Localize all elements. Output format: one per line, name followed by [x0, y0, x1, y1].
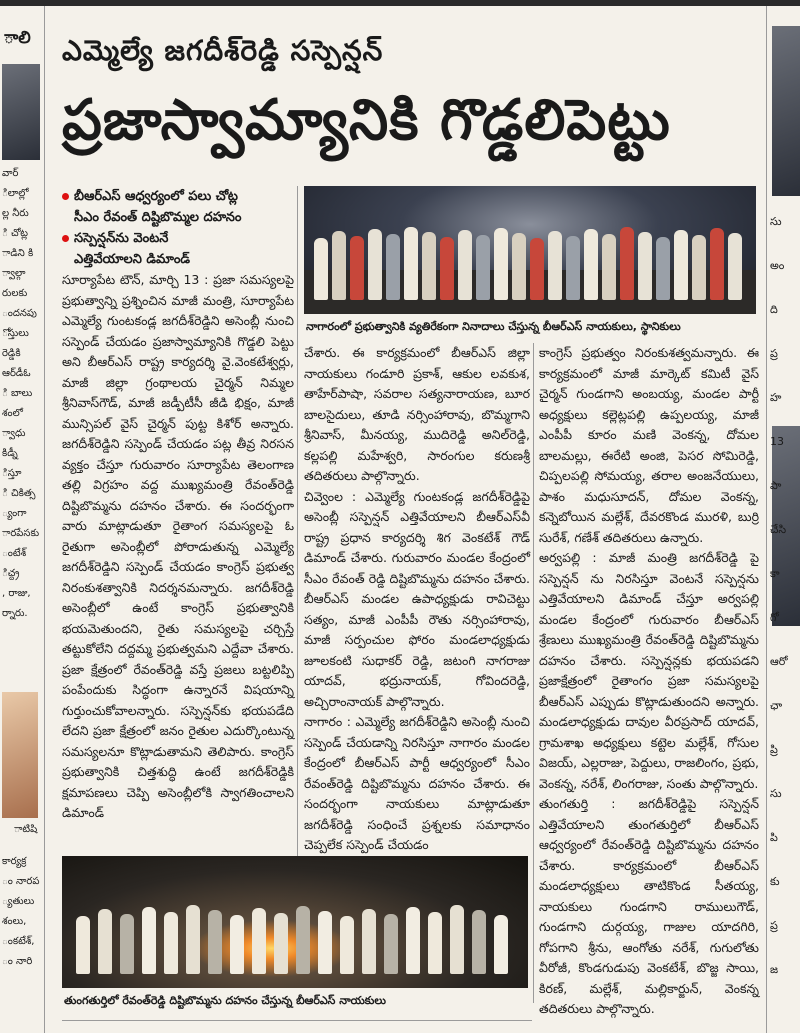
article-kicker: ఎమ్మెల్యే జగదీశ్‌రెడ్డి సస్పెన్షన్ [62, 34, 384, 67]
crowd-person [386, 234, 400, 300]
right-fragment-line: ఛా [770, 699, 783, 712]
crowd-person [384, 914, 398, 974]
column-rule-1 [297, 186, 298, 856]
left-fragment-bottom-line: ం నారి [2, 956, 33, 967]
crowd-person [274, 913, 288, 974]
left-fragment-bottom-line: ం నారప [2, 876, 40, 887]
left-fragment-bottom-line: ్యతులు [2, 896, 35, 907]
crowd-person [512, 233, 526, 300]
right-fragment-line: పి [770, 831, 778, 844]
crowd-person [710, 228, 724, 300]
crowd-person [404, 227, 418, 300]
crowd-person [728, 233, 742, 300]
left-fragment-line: , రాజు, [2, 588, 31, 599]
right-fragment-line: ఆరో [770, 655, 788, 668]
left-fragment-line: ోస్తులు [2, 328, 29, 339]
left-fragment-line: కిడ్నీ [2, 448, 18, 459]
crowd-person [368, 229, 382, 300]
crowd-person [120, 914, 134, 974]
crowd-person [638, 232, 652, 300]
article-column-1: సూర్యాపేట టౌన్‌, మార్చి 13 : ప్రజా సమస్యలపై ప్రభుత్వాన్ని ప్రశ్నించిన మాజీ మంత్రి, సూర్యాపేట ఎమ్మెల్యే గుంటకండ్ల జగదీశ్‌రెడ్డిని అసెంబ్లీ నుంచి సస్పెండ్‌ చేయడం ప్రజాస్వామ్యానికి గొడ్డలి పెట్టు అని బీఆర్‌ఎస్‌ రాష్ట్ర కార్యదర్శి వై.వెంకటేశ్వర్లు, మాజీ జిల్లా గ్రంథాలయ చైర్మన్‌ నిమ్మల శ్రీనివాస్‌గౌడ్‌, మాజీ జడ్పీటీసీ జీడి భిక్షం, మాజీ మున్సిపల్‌ వైస్‌ చైర్మన్‌ పుట్ట కిశోర్‌ అన్నారు. జగదీశ్‌రెడ్డిని సస్పెండ్‌ చేయడం పట్ల తీవ్ర నిరసన వ్యక్తం చేస్తూ గురువారం సూర్యాపేట తెలంగాణ తల్లి విగ్రహం వద్ద ముఖ్యమంత్రి రేవంత్‌రెడ్డి దిష్టిబొమ్మను దహనం చేశారు. ఈ సందర్భంగా వారు మాట్లాడుతూ రైతాంగ సమస్యలపై ఓ రైతుగా అసెంబ్లీలో పోరాడుతున్న ఎమ్మెల్యే జగదీశ్‌రెడ్డిని సస్పెండ్‌ చేయడం కాంగ్రెస్‌ ప్రభుత్వ నిరంకుశత్వానికి నిదర్శనమన్నారు. జగదీశ్‌రెడ్డి అసెంబ్లీలో ఉంటే కాంగ్రెస్‌ ప్రభుత్వానికి భయమెతుందని, రైతు సమస్యలపై చర్చిస్తే తట్టుకోలేని దద్దమ్మ ప్రభుత్వమని ఎద్దేవా చేశారు. ప్రజా క్షేత్రంలో రేవంత్‌రెడ్డి వస్తే ప్రజలు బట్టలిప్పి పంపేందుకు సిద్ధంగా ఉన్నారనే విషయాన్ని గుర్తుంచుకోవాలన్నారు. సస్పెన్షన్‌కు భయపడేది లేదని ప్రజా క్షేత్రంలో జనం రైతుల ఎదుర్కొంటున్న సమస్యలనూ కొట్లాడుతామని తెలిపారు. కాంగ్రెస్‌ ప్రభుత్వానికి చిత్తశుద్ధి ఉంటే జగదీశ్‌రెడ్డికి క్షమాపణలు చెప్పి అసెంబ్లీలోకి స్వాగతించాలని డిమాండ్‌ [62, 272, 294, 820]
crowd-person [656, 237, 670, 300]
crowd-person [428, 912, 442, 974]
bullet-item [62, 186, 298, 207]
bullet-dot-icon [62, 193, 69, 200]
left-fragment-line: ్వాధు [2, 428, 26, 439]
left-fragment-line: ారపేసకు [2, 528, 40, 539]
right-fragment-line: కు [770, 875, 780, 888]
left-fragment-line: రులకు [2, 288, 28, 299]
crowd-person [98, 909, 112, 974]
crowd-person [164, 912, 178, 974]
crowd-person [476, 235, 490, 300]
top-edge-bar [0, 0, 800, 6]
crowd-person [620, 227, 634, 300]
crowd-person [208, 910, 222, 974]
right-fragment-line: ప్ర [770, 347, 778, 360]
right-fragment-line: ప్రి [770, 743, 778, 756]
right-fragment-line: ది [770, 303, 778, 316]
column-rule-2 [533, 343, 534, 1003]
crowd-person [350, 236, 364, 300]
crowd-person [296, 906, 310, 974]
left-fragment-line: ి బాలు [2, 388, 33, 399]
bullet-1-line-2: సీఎం రేవంత్‌ దిష్టిబొమ్మల దహనం [74, 210, 242, 225]
right-fragment-line: ప్ర [770, 919, 778, 932]
left-neighbor-column [0, 6, 42, 1033]
right-neighbor-column [768, 6, 800, 1033]
crowd-person [472, 910, 486, 974]
crowd-person [230, 915, 244, 974]
crowd-person [440, 237, 454, 300]
right-neighbor-photo [772, 26, 800, 196]
bullet-list [62, 186, 298, 270]
left-fragment-line: ి చోట్ల [2, 228, 28, 239]
crowd-person [142, 907, 156, 974]
right-fragment-line: సు [770, 215, 782, 228]
left-neighbor-portrait [2, 692, 38, 818]
right-fragment-lines [770, 200, 800, 992]
crowd-person [318, 911, 332, 974]
article-column-2: చేశారు. ఈ కార్యక్రమంలో బీఆర్‌ఎస్‌ జిల్లా నాయకులు గండూరి ప్రకాశ్‌, ఆకుల లవకుశ, తాహేర్‌పాషా, సవరాల సత్యనారాయణ, బూర బాలసైదులు, తూడి నర్సింహారావు, బొమ్మగాని శ్రీనివాస్‌, మీనయ్య, ముదిరెడ్డి అనిల్‌రెడ్డి, కల్లపల్లి మహేశ్వరి, సారంగుల కరుణశ్రీ తదితరులు పాల్గొన్నారు. చివ్వెంల : ఎమ్మెల్యే గుంటకండ్ల జగదీశ్‌రెడ్డిపై అసెంబ్లీ సస్పెన్షన్‌ ఎత్తివేయాలని బీఆర్‌ఎస్‌వీ రాష్ట్ర ప్రధాన కార్యదర్శి శిగ వెంకటేశ్‌ గౌడ్‌ డిమాండ్‌ చేశారు. గురువారం మండల కేంద్రంలో సీఎం రేవంత్‌ రెడ్డి దిష్టిబొమ్మను దహనం చేశారు. బీఆర్‌ఎస్‌ మండల ఉపాధ్యక్షుడు రావిచెట్టు సత్యం, మాజీ ఎంపీపీ రౌతు నర్సింహారావు, మాజీ సర్పంచుల ఫోరం మండలాధ్యక్షుడు జూలకంటి సుధాకర్‌ రెడ్డి, జటంగి నాగరాజు యాదవ్‌, భద్రునాయక్‌, గోవిందరెడ్డి, అచ్చిరాంనాయక్‌ పాల్గొన్నారు. నాగారం : ఎమ్మెల్యే జగదీశ్‌రెడ్డిని అసెంబ్లీ నుంచి సస్పెండ్‌ చేయడాన్ని నిరసిస్తూ నాగారం మండల కేంద్రంలో బీఆర్‌ఎస్‌ పార్టీ ఆధ్వర్యంలో సీఎం రేవంత్‌రెడ్డి దిష్టిబొమ్మను దహనం చేశారు. ఈ సందర్భంగా నాయకులు మాట్లాడుతూ జగదీశ్‌రెడ్డి సంధించే ప్రశ్నలకు సమాధానం చెప్పలేక సస్పెండ్‌ చేయడం [304, 345, 530, 852]
right-fragment-line: 13 [770, 435, 784, 448]
left-column-rule [44, 6, 45, 1033]
left-fragment-line: శంలో [2, 408, 23, 419]
left-fragment-lines [2, 164, 42, 624]
right-fragment-line: హ [770, 391, 782, 404]
left-fragment-heading: ాలి [4, 28, 31, 48]
bullet-1-line-1: బీఆర్‌ఎస్‌ ఆధ్వర్యంలో పలు చోట్ల [74, 189, 238, 204]
crowd-person [584, 229, 598, 300]
crowd-person [530, 238, 544, 300]
bullet-2-line-2: ఎత్తివేయాలని డిమాండ్‌ [74, 252, 191, 267]
left-caption-tail: ాటిషి [14, 824, 38, 835]
crowd-person [494, 915, 508, 974]
crowd-person [450, 905, 464, 974]
crowd-person [186, 905, 200, 974]
bullet-item [62, 228, 298, 249]
left-fragment-bottom-line: కార్యక్ర [2, 856, 27, 867]
crowd-person [252, 908, 266, 974]
article-headline: ప్రజాస్వామ్యానికి గొడ్డలిపెట్టు [62, 88, 671, 153]
right-fragment-line: జ [770, 963, 779, 976]
right-fragment-line: సు [770, 787, 782, 800]
crowd-person [332, 231, 346, 300]
left-fragment-line: రెడ్డికి [2, 348, 21, 359]
left-fragment-line: ాడిని కి [2, 248, 34, 259]
bottom-photo-caption: తుంగతుర్తిలో రేవంత్‌రెడ్డి దిష్టిబొమ్మను దహనం చేస్తున్న బీఆర్‌ఎస్‌ నాయకులు [64, 994, 386, 1007]
crowd-person [406, 907, 420, 974]
left-fragment-line: ిస్తూ [2, 468, 22, 479]
left-fragment-line: ర్నారు. [2, 608, 28, 619]
crowd-person [692, 235, 706, 300]
left-fragment-line: ిలాల్లో [2, 188, 29, 199]
crowd-person [674, 230, 688, 300]
left-fragment-line: ంటేశ్‌ [2, 548, 27, 559]
left-fragment-bottom-line: శంలు, [2, 916, 27, 927]
crowd-person [602, 234, 616, 300]
right-fragment-line: అం [770, 259, 785, 272]
left-fragment-line: వార్ [2, 168, 19, 179]
crowd-person [458, 230, 472, 300]
crowd-person [566, 236, 580, 300]
left-fragment-line: ్వాల్గా [2, 268, 26, 279]
right-column-rule [766, 6, 767, 1033]
crowd-person [362, 909, 376, 974]
crowd-person [314, 238, 328, 300]
crowd-person [422, 232, 436, 300]
bullet-2-line-1: సస్పెన్షన్‌ను వెంటనే [74, 231, 169, 246]
left-fragment-bottom-lines [2, 852, 42, 972]
right-fragment-line: కా [770, 567, 780, 580]
crowd-person [340, 916, 354, 974]
top-photo-nagaram-protest [304, 186, 756, 314]
right-fragment-line: చేసి [770, 523, 787, 536]
right-fragment-line: పా [770, 479, 782, 492]
article-column-3: కాంగ్రెస్‌ ప్రభుత్వం నిరంకుశత్వమన్నారు. ఈ కార్యక్రమంలో మాజీ మార్కెట్‌ కమిటీ వైస్‌ చైర్మన్‌ గుండగాని అంబయ్య, మండల పార్టీ అధ్యక్షులు కల్లెట్లపల్లి ఉప్పలయ్య, మాజీ ఎంపీపీ కూరం మణి వెంకన్న, దోమల బాలమల్లు, ఈరేటి అంజి, పెసర సోమిరెడ్డి, చిప్పలపల్లి సోమయ్య, తరాల అంజనేయులు, పాశం మధుసూదన్‌, దోమల వెంకన్న, కన్నెబోయిన మల్లేశ్‌, దేవరకొండ మురళి, బుర్రి సురేశ్‌, గణేశ్‌ తదితరులు ఉన్నారు. అర్వపల్లి : మాజీ మంత్రి జగదీశ్‌రెడ్డి పై సస్పెన్షన్‌ ను నిరసిస్తూ వెంటనే సస్పెన్షను ఎత్తివేయాలని డిమాండ్‌ చేస్తూ అర్వపల్లి మండల కేంద్రంలో గురువారం బీఆర్‌ఎస్‌ శ్రేణులు ముఖ్యమంత్రి రేవంత్‌రెడ్డి దిష్టిబొమ్మను దహనం చేశారు. సస్పెన్షన్లకు భయపడని ప్రజాక్షేత్రంలో రైతాంగం ప్రజా సమస్యలపై బీఆర్‌ఎస్‌ ఎప్పుడు కొట్లాడుతుందని అన్నారు. మండలాధ్యక్షుడు దావుల వీరప్రసాద్‌ యాదవ్‌, గ్రామశాఖ అధ్యక్షులు కట్టెల మల్లేశ్‌, గోసుల విజయ్‌, ఎల్లరాజు, పెద్దులు, రాజలింగం, ప్రభు, వెంకన్న, నరేశ్‌, లింగరాజు, సంతు పాల్గొన్నారు. తుంగతుర్తి : జగదీశ్‌రెడ్డిపై సస్పెన్షన్‌ ఎత్తివేయాలని తుంగతుర్తిలో బీఆర్‌ఎస్‌ ఆధ్వర్యంలో రేవంత్‌రెడ్డి దిష్టిబొమ్మను దహనం చేశారు. కార్యక్రమంలో బీఆర్‌ఎస్‌ మండలాధ్యక్షులు తాటికొండ సీతయ్య, నాయకులు గుండగాని రాములుగౌడ్‌, గుండగాని దుర్గయ్య, గాజుల యాదగిరి, గోపగాని శ్రీను, ఆంగోతు నరేశ్‌, గుగులోతు వీరోజీ, కొండగుడుపు వెంకటేశ్‌, బొజ్జ సాయి, కిరణ్‌, మల్లేశ్‌, మల్లికార్జున్‌, వెంకన్న తదితరులు పాల్గొన్నారు. [539, 345, 759, 1016]
left-fragment-bottom-line: ంకటేశ్‌, [2, 936, 35, 947]
top-photo-caption: నాగారంలో ప్రభుత్వానికి వ్యతిరేకంగా నినాదాలు చేస్తున్న బీఆర్‌ఎస్‌ నాయకులు, స్థానికులు [306, 320, 681, 333]
left-fragment-line: ందనపు [2, 308, 37, 319]
left-neighbor-photo [2, 64, 40, 160]
bullet-dot-icon [62, 235, 69, 242]
left-fragment-line: ి చికిత్స [2, 488, 36, 499]
left-fragment-line: ిచ్ద్ర [2, 568, 20, 579]
crowd-person [76, 916, 90, 974]
left-fragment-line: ్యంగా [2, 508, 27, 519]
crowd-person [494, 228, 508, 300]
crowd-person [548, 231, 562, 300]
right-fragment-line: గో [770, 611, 779, 624]
bottom-photo-effigy-burning [62, 856, 528, 988]
left-fragment-line: ఆర్‌డీఓ [2, 368, 31, 379]
bottom-rule [62, 1020, 532, 1021]
left-fragment-line: ల్ల నీరు [2, 208, 29, 219]
